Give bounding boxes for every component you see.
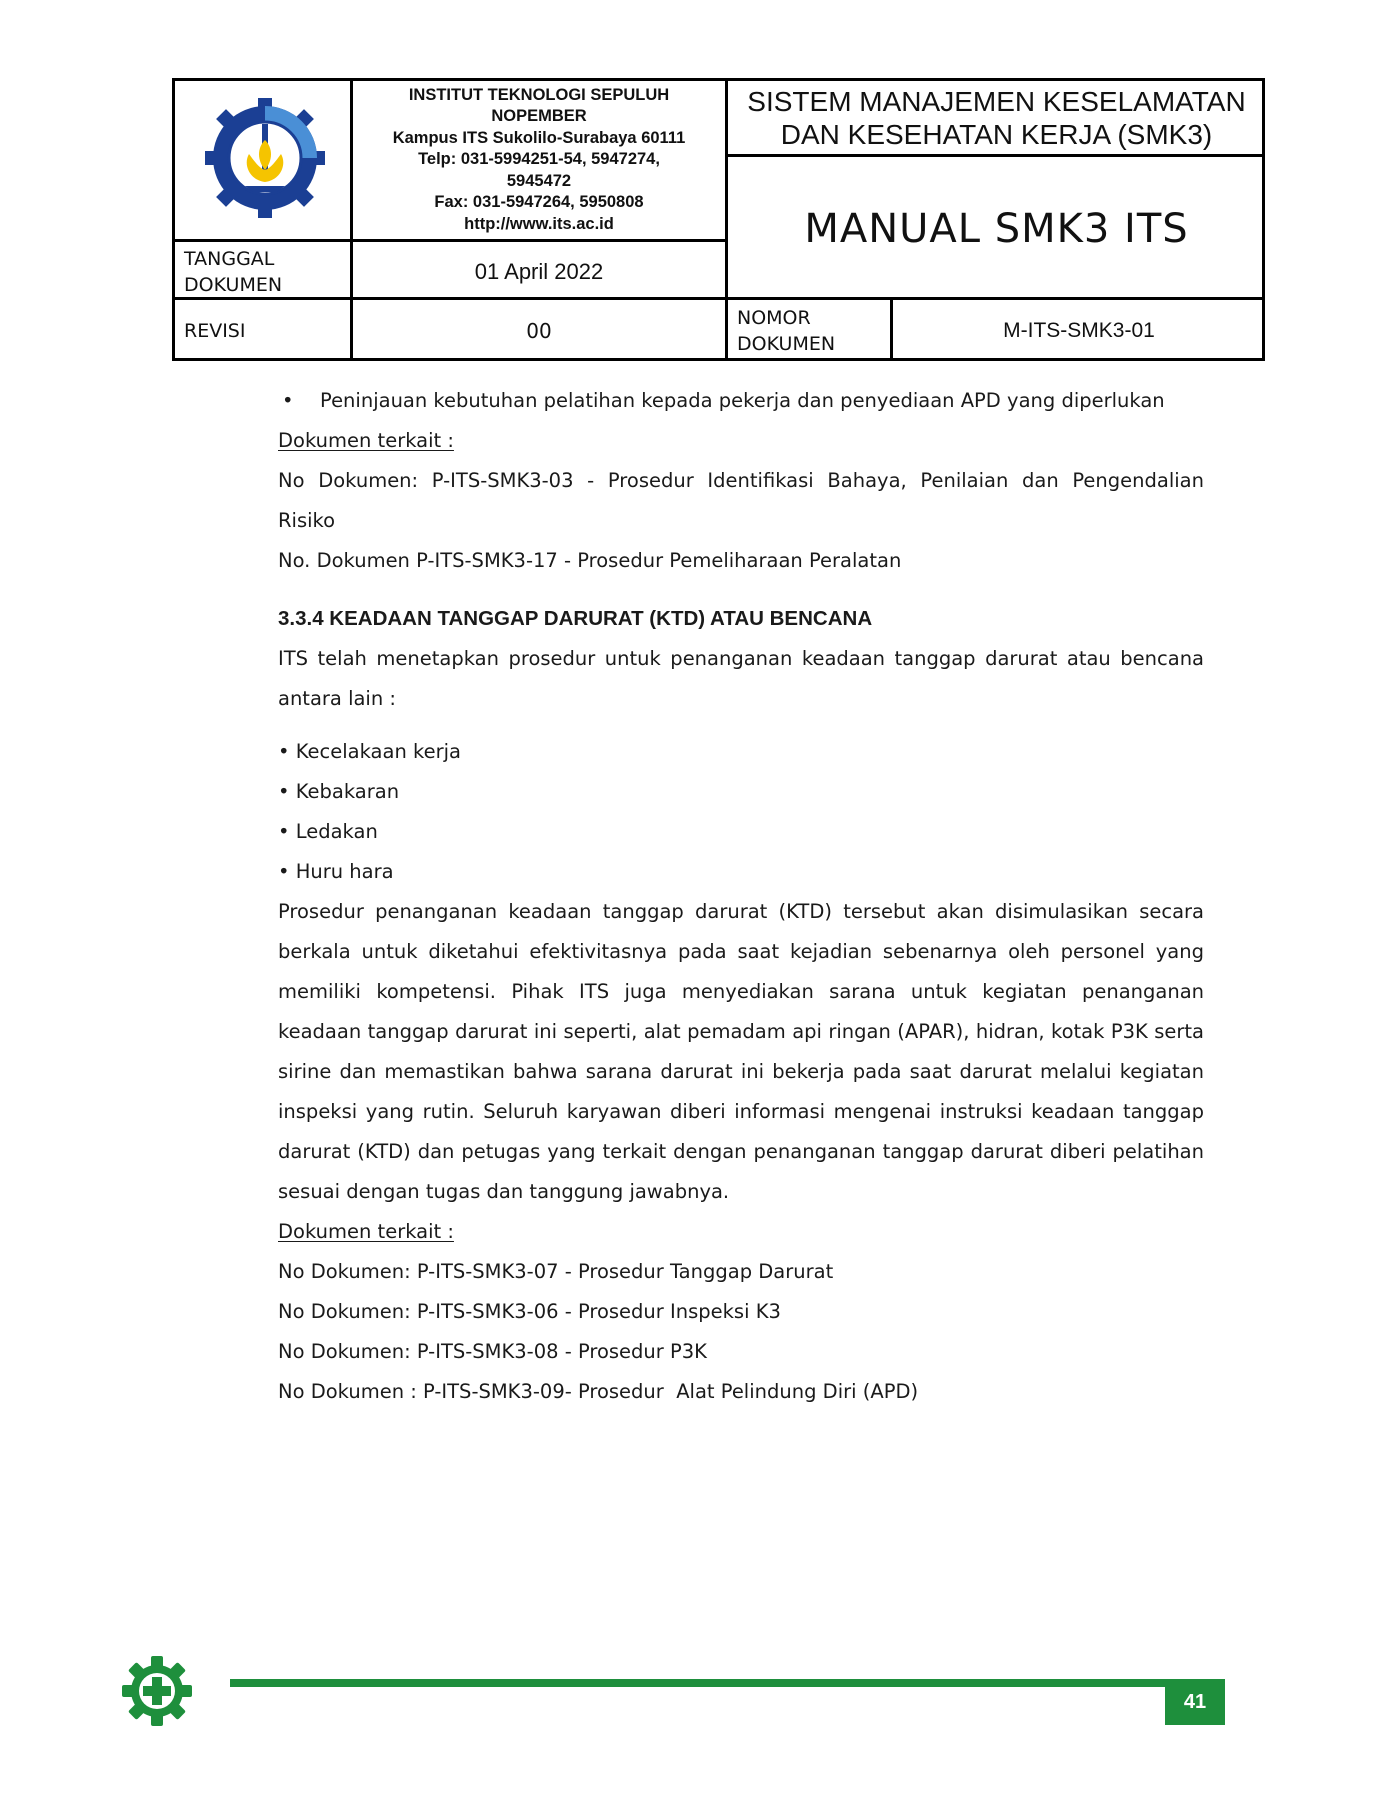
paragraph-line: Prosedur penanganan keadaan tanggap darurat (KTD) tersebut akan disimulasikan secara xyxy=(278,900,1204,923)
related-documents-label: Dokumen terkait : xyxy=(278,429,454,452)
grid-line xyxy=(728,154,1265,157)
system-title xyxy=(728,81,1265,154)
institution-phone: 5945472 xyxy=(506,171,572,190)
its-logo xyxy=(205,98,325,218)
label-line: DOKUMEN xyxy=(737,332,836,355)
institution-info xyxy=(353,81,725,239)
paragraph-line: berkala untuk diketahui efektivitasnya pada saat kejadian sebenarnya oleh personel yang xyxy=(278,940,1204,963)
page-number: 41 xyxy=(1165,1679,1225,1725)
tanggal-dokumen-label xyxy=(175,244,350,299)
paragraph-line: memiliki kompetensi. Pihak ITS juga menyediakan sarana untuk kegiatan penanganan xyxy=(278,980,1204,1003)
related-document-line: No Dokumen: P-ITS-SMK3-07 - Prosedur Tanggap Darurat xyxy=(278,1260,834,1283)
related-documents-label: Dokumen terkait : xyxy=(278,1220,454,1243)
revisi-value: 00 xyxy=(526,318,552,343)
related-document-line: No Dokumen : P-ITS-SMK3-09- Prosedur Alat Pelindung Diri (APD) xyxy=(278,1380,919,1403)
document-header-table xyxy=(172,78,1265,361)
institution-phone: Telp: 031-5994251-54, 5947274, xyxy=(418,150,660,169)
related-document-line: No Dokumen: P-ITS-SMK3-03 - Prosedur Identifikasi Bahaya, Penilaian dan Pengendalian xyxy=(278,469,1204,492)
bullet-text: Peninjauan kebutuhan pelatihan kepada pekerja dan penyediaan APD yang diperlukan xyxy=(320,389,1165,412)
institution-line: INSTITUT TEKNOLOGI SEPULUH xyxy=(408,85,670,104)
tanggal-dokumen-value: 01 April 2022 xyxy=(474,258,604,284)
paragraph-line: inspeksi yang rutin. Seluruh karyawan diberi informasi mengenai instruksi keadaan tanggap xyxy=(278,1100,1204,1123)
nomor-dokumen-label xyxy=(728,303,888,358)
system-title-line: DAN KESEHATAN KERJA (SMK3) xyxy=(780,118,1213,150)
list-item: • Huru hara xyxy=(278,860,394,883)
institution-address: Kampus ITS Sukolilo-Surabaya 60111 xyxy=(392,128,686,147)
related-document-line: No Dokumen: P-ITS-SMK3-08 - Prosedur P3K xyxy=(278,1340,707,1363)
institution-website: http://www.its.ac.id xyxy=(464,214,614,233)
label-line: DOKUMEN xyxy=(184,273,283,296)
institution-line: NOPEMBER xyxy=(491,107,587,126)
institution-fax: Fax: 031-5947264, 5950808 xyxy=(434,193,644,212)
related-document-line: Risiko xyxy=(278,509,336,532)
paragraph-line: sirine dan memastikan bahwa sarana darurat ini bekerja pada saat darurat melalui kegiatan xyxy=(278,1060,1204,1083)
list-item: • Kecelakaan kerja xyxy=(278,740,461,763)
footer-rule xyxy=(230,1679,1165,1687)
revisi-label: REVISI xyxy=(184,319,246,342)
list-item: • Kebakaran xyxy=(278,780,400,803)
bullet-icon: • xyxy=(282,389,294,412)
grid-line xyxy=(175,239,725,242)
paragraph-line: darurat (KTD) dan petugas yang terkait dengan penanganan tanggap darurat diberi pelatihan xyxy=(278,1140,1204,1163)
section-heading: 3.3.4 KEADAAN TANGGAP DARURAT (KTD) ATAU BENCANA xyxy=(278,607,873,630)
safety-gear-icon xyxy=(122,1656,192,1726)
nomor-dokumen-value: M-ITS-SMK3-01 xyxy=(1003,318,1155,342)
intro-line: antara lain : xyxy=(278,687,396,710)
intro-line: ITS telah menetapkan prosedur untuk penanganan keadaan tanggap darurat atau bencana xyxy=(278,647,1204,670)
related-document-line: No. Dokumen P-ITS-SMK3-17 - Prosedur Pemeliharaan Peralatan xyxy=(278,549,902,572)
label-line: TANGGAL xyxy=(184,247,275,270)
related-document-line: No Dokumen: P-ITS-SMK3-06 - Prosedur Inspeksi K3 xyxy=(278,1300,781,1323)
paragraph-line: sesuai dengan tugas dan tanggung jawabnya. xyxy=(278,1180,730,1203)
manual-title: MANUAL SMK3 ITS xyxy=(804,205,1189,252)
list-item: • Ledakan xyxy=(278,820,378,843)
label-line: NOMOR xyxy=(737,306,811,329)
paragraph-line: keadaan tanggap darurat ini seperti, alat pemadam api ringan (APAR), hidran, kotak P3K serta xyxy=(278,1020,1204,1043)
system-title-line: SISTEM MANAJEMEN KESELAMATAN xyxy=(747,85,1246,117)
bullet-item xyxy=(278,388,1204,414)
